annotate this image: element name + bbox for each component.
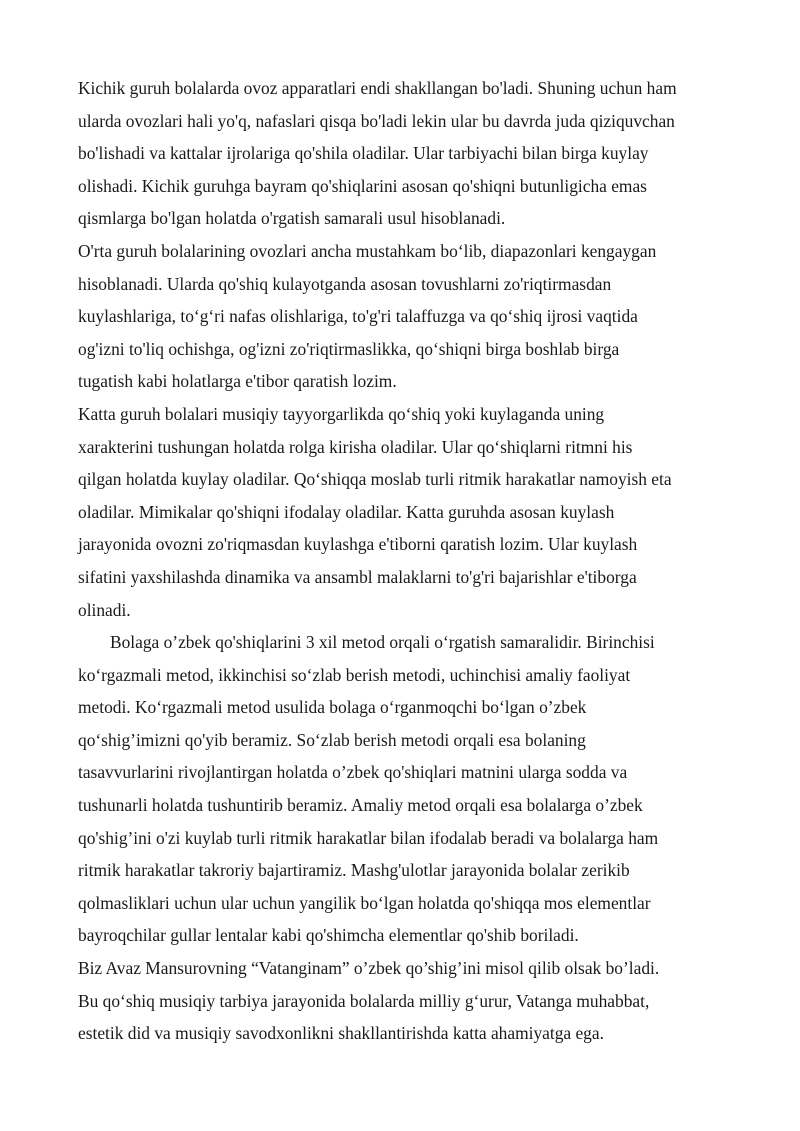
- text-line: kuylashlariga, to‘g‘ri nafas olishlariga, to'g'ri talaffuzga va qo‘shiq ijrosi vaqtida: [78, 306, 638, 327]
- text-line: ularda ovozlari hali yo'q, nafaslari qisqa bo'ladi lekin ular bu davrda juda qiziquvchan: [78, 110, 675, 131]
- text-line: Bu qo‘shiq musiqiy tarbiya jarayonida bolalarda milliy g‘urur, Vatanga muhabbat,: [78, 990, 650, 1011]
- text-line: Bolaga o’zbek qo'shiqlarini 3 xil metod orqali o‘rgatish samaralidir. Birinchisi: [110, 632, 655, 653]
- text-line: Katta guruh bolalari musiqiy tayyorgarlikda qo‘shiq yoki kuylaganda uning: [78, 403, 605, 424]
- text-line: qolmasliklari uchun ular uchun yangilik bo‘lgan holatda qo'shiqqa mos elementlar: [78, 892, 651, 913]
- text-line: ritmik harakatlar takroriy bajartiramiz. Mashg'ulotlar jarayonida bolalar zerikib: [78, 860, 630, 881]
- text-line: olinadi.: [78, 599, 131, 620]
- text-line: tushunarli holatda tushuntirib beramiz. Amaliy metod orqali esa bolalarga o’zbek: [78, 795, 643, 816]
- text-line: qismlarga bo'lgan holatda o'rgatish samarali usul hisoblanadi.: [78, 208, 506, 229]
- text-line: tasavvurlarini rivojlantirgan holatda o’zbek qo'shiqlari matnini ularga sodda va: [78, 762, 628, 783]
- text-line: sifatini yaxshilashda dinamika va ansambl malaklarni to'g'ri bajarishlar e'tiborga: [78, 566, 637, 587]
- text-line: estetik did va musiqiy savodxonlikni shakllantirishda katta ahamiyatga ega.: [78, 1023, 604, 1044]
- text-line: qo‘shig’imizni qo'yib beramiz. So‘zlab berish metodi orqali esa bolaning: [78, 729, 586, 750]
- text-line: tugatish kabi holatlarga e'tibor qaratish lozim.: [78, 371, 397, 392]
- text-line: qo'shig’ini o'zi kuylab turli ritmik harakatlar bilan ifodalab beradi va bolalarga ham: [78, 827, 659, 848]
- text-line: olishadi. Kichik guruhga bayram qo'shiqlarini asosan qo'shiqni butunligicha emas: [78, 175, 647, 196]
- text-line: oladilar. Mimikalar qo'shiqni ifodalay oladilar. Katta guruhda asosan kuylash: [78, 501, 615, 522]
- text-line: Biz Avaz Mansurovning “Vatanginam” o’zbek qo’shig’ini misol qilib olsak bo’ladi.: [78, 958, 660, 979]
- text-line: metodi. Ko‘rgazmali metod usulida bolaga o‘rganmoqchi bo‘lgan o’zbek: [78, 697, 587, 718]
- document-text: [78, 72, 730, 1050]
- text-line: bayroqchilar gullar lentalar kabi qo'shimcha elementlar qo'shib boriladi.: [78, 925, 579, 946]
- text-line: Kichik guruh bolalarda ovoz apparatlari endi shakllangan bo'ladi. Shuning uchun ham: [78, 78, 677, 98]
- text-line: bo'lishadi va kattalar ijrolariga qo'shila oladilar. Ular tarbiyachi bilan birga kuylay: [78, 143, 649, 164]
- text-line: ko‘rgazmali metod, ikkinchisi so‘zlab berish metodi, uchinchisi amaliy faoliyat: [78, 664, 631, 685]
- text-line: jarayonida ovozni zo'riqmasdan kuylashga e'tiborni qaratish lozim. Ular kuylash: [78, 534, 638, 555]
- text-line: og'izni to'liq ochishga, og'izni zo'riqtirmaslikka, qo‘shiqni birga boshlab birga: [78, 338, 620, 359]
- text-line: qilgan holatda kuylay oladilar. Qo‘shiqqa moslab turli ritmik harakatlar namoyish eta: [78, 469, 672, 490]
- text-line: hisoblanadi. Ularda qo'shiq kulayotganda asosan tovushlarni zo'riqtirmasdan: [78, 273, 612, 294]
- text-line: O'rta guruh bolalarining ovozlari ancha mustahkam bo‘lib, diapazonlari kengaygan: [78, 240, 657, 261]
- text-line: xarakterini tushungan holatda rolga kirisha oladilar. Ular qo‘shiqlarni ritmni his: [78, 436, 633, 457]
